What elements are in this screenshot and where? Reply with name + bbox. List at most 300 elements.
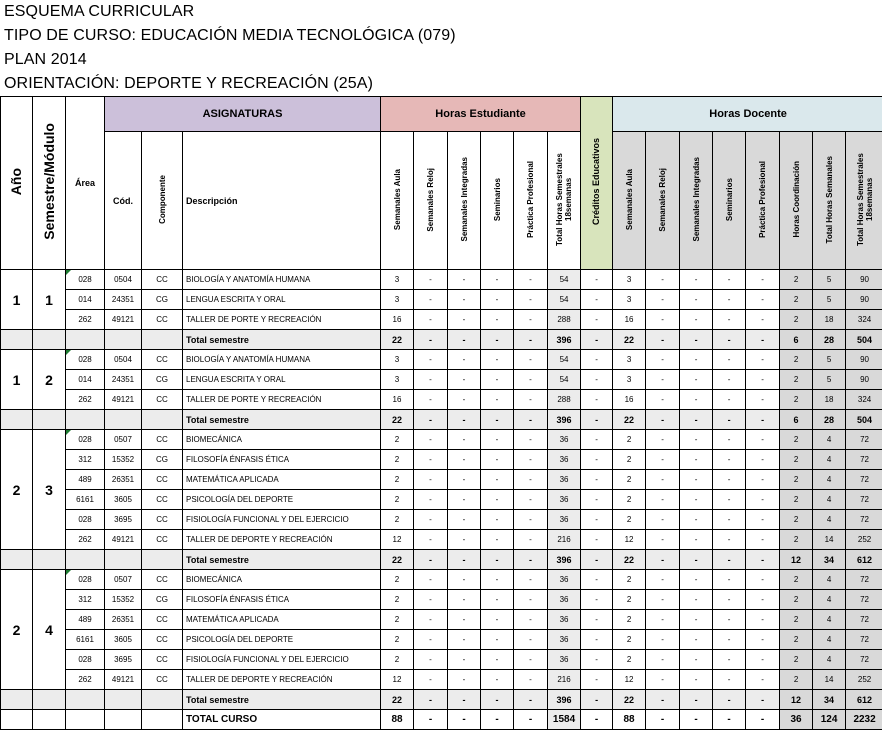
cell-cred: - (581, 310, 613, 330)
cell-integ: - (448, 310, 481, 330)
cell-d-aula: 22 (613, 550, 646, 570)
cell-total: 54 (548, 350, 581, 370)
cell-d-coord: 12 (780, 550, 813, 570)
cell-d-aula: 2 (613, 510, 646, 530)
cell-d-reloj: - (646, 530, 680, 550)
cell-cred: - (581, 630, 613, 650)
cell-componente: CG (142, 590, 183, 610)
cell-d-integ: - (680, 430, 713, 450)
cell-empty (142, 710, 183, 730)
cell-pract: - (514, 370, 548, 390)
cell-d-aula: 2 (613, 630, 646, 650)
cell-total: 288 (548, 310, 581, 330)
cell-d-pract: - (746, 530, 780, 550)
cell-d-coord: 6 (780, 330, 813, 350)
cell-d-tsem: 18 (813, 390, 846, 410)
cell-anio: 1 (1, 270, 33, 330)
cell-semin: - (481, 670, 514, 690)
cell-empty (66, 410, 105, 430)
cell-d-tsem: 5 (813, 290, 846, 310)
cell-reloj: - (414, 430, 448, 450)
cell-d-integ: - (680, 610, 713, 630)
title-plan: PLAN 2014 (4, 51, 87, 68)
col-est-seminarios-header: Seminarios (481, 132, 514, 270)
cell-d-coord: 2 (780, 490, 813, 510)
cell-d-semin: - (713, 710, 746, 730)
cell-d-semin: - (713, 310, 746, 330)
cell-integ: - (448, 470, 481, 490)
cell-aula: 2 (381, 470, 414, 490)
cell-d-tsem: 4 (813, 450, 846, 470)
cell-descripcion: BIOLOGÍA Y ANATOMÍA HUMANA (183, 350, 381, 370)
cell-pract: - (514, 570, 548, 590)
cell-d-total: 72 (846, 450, 882, 470)
cell-total: 396 (548, 550, 581, 570)
cell-d-coord: 12 (780, 690, 813, 710)
cell-anio: 2 (1, 570, 33, 690)
cell-componente: CC (142, 430, 183, 450)
cell-total: 36 (548, 610, 581, 630)
cell-cod: 24351 (105, 370, 142, 390)
cell-cred: - (581, 270, 613, 290)
cell-pract: - (514, 650, 548, 670)
cell-d-semin: - (713, 390, 746, 410)
cell-d-reloj: - (646, 650, 680, 670)
cell-empty (33, 550, 66, 570)
cell-semin: - (481, 450, 514, 470)
cell-d-coord: 2 (780, 470, 813, 490)
cell-reloj: - (414, 570, 448, 590)
cell-total: 216 (548, 530, 581, 550)
cell-cod: 15352 (105, 450, 142, 470)
cell-empty (105, 410, 142, 430)
cell-reloj: - (414, 530, 448, 550)
cell-cod: 3605 (105, 490, 142, 510)
table-row (1, 590, 882, 610)
cell-d-integ: - (680, 270, 713, 290)
cell-d-total: 90 (846, 290, 882, 310)
cell-empty (1, 690, 33, 710)
cell-descripcion: FILOSOFÍA ÉNFASIS ÉTICA (183, 590, 381, 610)
cell-d-integ: - (680, 650, 713, 670)
cell-integ: - (448, 690, 481, 710)
cell-total: 54 (548, 270, 581, 290)
cell-d-integ: - (680, 570, 713, 590)
cell-pract: - (514, 610, 548, 630)
cell-total: 54 (548, 290, 581, 310)
cell-reloj: - (414, 350, 448, 370)
cell-semin: - (481, 410, 514, 430)
cell-total-label: Total semestre (183, 690, 381, 710)
cell-d-aula: 2 (613, 490, 646, 510)
table-row (1, 290, 882, 310)
cell-d-tsem: 5 (813, 370, 846, 390)
cell-aula: 16 (381, 310, 414, 330)
cell-total: 36 (548, 430, 581, 450)
cell-empty (33, 710, 66, 730)
cell-descripcion: FILOSOFÍA ÉNFASIS ÉTICA (183, 450, 381, 470)
cell-total: 216 (548, 670, 581, 690)
cell-d-reloj: - (646, 350, 680, 370)
col-est-integradas-header: Semanales Integradas (448, 132, 481, 270)
cell-d-tsem: 4 (813, 630, 846, 650)
cell-d-pract: - (746, 490, 780, 510)
cell-d-pract: - (746, 430, 780, 450)
cell-descripcion: FISIOLOGÍA FUNCIONAL Y DEL EJERCICIO (183, 510, 381, 530)
cell-d-pract: - (746, 450, 780, 470)
table-row (1, 470, 882, 490)
cell-cred: - (581, 410, 613, 430)
cell-d-reloj: - (646, 590, 680, 610)
cell-d-total: 2232 (846, 710, 882, 730)
cell-d-integ: - (680, 590, 713, 610)
table-row (1, 670, 882, 690)
cell-d-tsem: 4 (813, 430, 846, 450)
cell-d-tsem: 34 (813, 690, 846, 710)
table-row (1, 650, 882, 670)
cell-componente: CG (142, 450, 183, 470)
cell-d-integ: - (680, 510, 713, 530)
cell-d-aula: 16 (613, 390, 646, 410)
cell-descripcion: TALLER DE DEPORTE Y RECREACIÓN (183, 530, 381, 550)
cell-d-pract: - (746, 610, 780, 630)
cell-d-total: 72 (846, 630, 882, 650)
cell-integ: - (448, 350, 481, 370)
cell-area: 312 (66, 450, 105, 470)
cell-componente: CG (142, 370, 183, 390)
cell-total: 36 (548, 470, 581, 490)
cell-cred: - (581, 450, 613, 470)
cell-cod: 49121 (105, 310, 142, 330)
cell-aula: 3 (381, 270, 414, 290)
cell-d-tsem: 4 (813, 570, 846, 590)
cell-cred: - (581, 290, 613, 310)
cell-total: 36 (548, 490, 581, 510)
cell-semestre: 3 (33, 430, 66, 550)
cell-cred: - (581, 670, 613, 690)
cell-semin: - (481, 650, 514, 670)
cell-d-reloj: - (646, 290, 680, 310)
cell-pract: - (514, 310, 548, 330)
cell-d-aula: 16 (613, 310, 646, 330)
cell-semin: - (481, 490, 514, 510)
cell-pract: - (514, 690, 548, 710)
cell-descripcion: TALLER DE PORTE Y RECREACIÓN (183, 310, 381, 330)
cell-total: 36 (548, 630, 581, 650)
total-semestre-row (1, 690, 882, 710)
cell-cod: 26351 (105, 610, 142, 630)
cell-d-semin: - (713, 550, 746, 570)
cell-d-integ: - (680, 710, 713, 730)
cell-d-tsem: 4 (813, 470, 846, 490)
cell-area: 014 (66, 370, 105, 390)
cell-semestre: 1 (33, 270, 66, 330)
cell-integ: - (448, 410, 481, 430)
cell-d-semin: - (713, 610, 746, 630)
cell-d-coord: 2 (780, 430, 813, 450)
cell-area: 6161 (66, 630, 105, 650)
table-row (1, 610, 882, 630)
cell-d-reloj: - (646, 390, 680, 410)
cell-area: 014 (66, 290, 105, 310)
cell-d-total: 72 (846, 490, 882, 510)
cell-cred: - (581, 370, 613, 390)
group-horas-estudiante: Horas Estudiante (381, 97, 581, 132)
cell-integ: - (448, 430, 481, 450)
cell-pract: - (514, 350, 548, 370)
cell-cod: 0504 (105, 270, 142, 290)
cell-pract: - (514, 590, 548, 610)
cell-empty (105, 690, 142, 710)
cell-reloj: - (414, 510, 448, 530)
cell-d-total: 72 (846, 610, 882, 630)
cell-d-pract: - (746, 470, 780, 490)
cell-d-semin: - (713, 590, 746, 610)
cell-componente: CC (142, 510, 183, 530)
cell-integ: - (448, 290, 481, 310)
col-componente-header: Componente (142, 132, 183, 270)
cell-descripcion: MATEMÁTICA APLICADA (183, 610, 381, 630)
cell-aula: 3 (381, 290, 414, 310)
cell-d-tsem: 34 (813, 550, 846, 570)
cell-aula: 2 (381, 570, 414, 590)
cell-semin: - (481, 270, 514, 290)
table-row (1, 510, 882, 530)
col-est-aula-header: Semanales Aula (381, 132, 414, 270)
cell-d-tsem: 4 (813, 610, 846, 630)
table-row (1, 430, 882, 450)
cell-empty (1, 710, 33, 730)
table-row (1, 270, 882, 290)
cell-aula: 12 (381, 530, 414, 550)
cell-d-integ: - (680, 390, 713, 410)
cell-empty (105, 330, 142, 350)
cell-pract: - (514, 670, 548, 690)
cell-d-semin: - (713, 290, 746, 310)
cell-d-reloj: - (646, 510, 680, 530)
cell-cod: 3605 (105, 630, 142, 650)
cell-d-pract: - (746, 390, 780, 410)
table-row (1, 310, 882, 330)
cell-componente: CC (142, 630, 183, 650)
cell-d-integ: - (680, 690, 713, 710)
cell-semin: - (481, 350, 514, 370)
cell-d-semin: - (713, 650, 746, 670)
cell-d-coord: 6 (780, 410, 813, 430)
cell-d-aula: 88 (613, 710, 646, 730)
cell-d-integ: - (680, 450, 713, 470)
table-row (1, 490, 882, 510)
cell-cred: - (581, 390, 613, 410)
cell-reloj: - (414, 310, 448, 330)
cell-pract: - (514, 410, 548, 430)
cell-componente: CC (142, 490, 183, 510)
cell-empty (66, 710, 105, 730)
cell-empty (142, 330, 183, 350)
cell-d-total: 252 (846, 670, 882, 690)
cell-semin: - (481, 470, 514, 490)
cell-cod: 0507 (105, 570, 142, 590)
cell-d-pract: - (746, 270, 780, 290)
cell-d-reloj: - (646, 450, 680, 470)
title-esquema: ESQUEMA CURRICULAR (4, 3, 195, 20)
cell-d-total: 324 (846, 310, 882, 330)
table-row (1, 570, 882, 590)
cell-total: 36 (548, 650, 581, 670)
cell-d-tsem: 14 (813, 530, 846, 550)
cell-d-pract: - (746, 650, 780, 670)
cell-pract: - (514, 390, 548, 410)
cell-integ: - (448, 590, 481, 610)
cell-d-aula: 2 (613, 610, 646, 630)
cell-reloj: - (414, 470, 448, 490)
cell-semin: - (481, 690, 514, 710)
cell-d-coord: 2 (780, 510, 813, 530)
cell-d-semin: - (713, 410, 746, 430)
cell-d-reloj: - (646, 310, 680, 330)
cell-d-pract: - (746, 370, 780, 390)
cell-aula: 2 (381, 510, 414, 530)
cell-d-total: 90 (846, 350, 882, 370)
cell-d-total: 504 (846, 330, 882, 350)
cell-pract: - (514, 530, 548, 550)
cell-d-reloj: - (646, 670, 680, 690)
cell-d-semin: - (713, 630, 746, 650)
col-creditos-header: Créditos Educativos (581, 97, 613, 270)
cell-aula: 2 (381, 430, 414, 450)
cell-descripcion: PSICOLOGÍA DEL DEPORTE (183, 630, 381, 650)
cell-d-total: 72 (846, 430, 882, 450)
cell-cod: 3695 (105, 510, 142, 530)
cell-cod: 49121 (105, 390, 142, 410)
cell-reloj: - (414, 330, 448, 350)
cell-semin: - (481, 330, 514, 350)
cell-integ: - (448, 530, 481, 550)
cell-d-pract: - (746, 570, 780, 590)
cell-aula: 2 (381, 490, 414, 510)
cell-reloj: - (414, 610, 448, 630)
col-doc-total-semanales-header: Total Horas Semanales (813, 132, 846, 270)
cell-d-reloj: - (646, 270, 680, 290)
cell-area: 028 (66, 350, 105, 370)
cell-area: 312 (66, 590, 105, 610)
cell-d-coord: 2 (780, 450, 813, 470)
cell-area: 028 (66, 570, 105, 590)
cell-semin: - (481, 430, 514, 450)
cell-empty (142, 410, 183, 430)
cell-aula: 22 (381, 690, 414, 710)
cell-d-aula: 3 (613, 370, 646, 390)
cell-cred: - (581, 610, 613, 630)
col-est-practica-header: Práctica Profesional (514, 132, 548, 270)
cell-semin: - (481, 510, 514, 530)
cell-cred: - (581, 510, 613, 530)
cell-semin: - (481, 610, 514, 630)
cell-d-semin: - (713, 270, 746, 290)
cell-descripcion: BIOLOGÍA Y ANATOMÍA HUMANA (183, 270, 381, 290)
cell-cred: - (581, 650, 613, 670)
cell-d-tsem: 4 (813, 650, 846, 670)
cell-reloj: - (414, 270, 448, 290)
cell-empty (142, 690, 183, 710)
cell-d-semin: - (713, 470, 746, 490)
cell-reloj: - (414, 710, 448, 730)
cell-total: 396 (548, 330, 581, 350)
cell-d-aula: 12 (613, 670, 646, 690)
cell-d-semin: - (713, 530, 746, 550)
cell-aula: 16 (381, 390, 414, 410)
cell-d-tsem: 28 (813, 330, 846, 350)
cell-d-total: 90 (846, 370, 882, 390)
cell-semin: - (481, 290, 514, 310)
col-doc-aula-header: Semanales Aula (613, 132, 646, 270)
cell-d-semin: - (713, 510, 746, 530)
cell-d-integ: - (680, 530, 713, 550)
cell-d-semin: - (713, 670, 746, 690)
cell-d-tsem: 14 (813, 670, 846, 690)
cell-d-total: 72 (846, 590, 882, 610)
cell-d-aula: 22 (613, 330, 646, 350)
cell-d-total: 504 (846, 410, 882, 430)
cell-d-pract: - (746, 330, 780, 350)
cell-d-coord: 36 (780, 710, 813, 730)
total-semestre-row (1, 410, 882, 430)
cell-d-reloj: - (646, 570, 680, 590)
cell-d-aula: 2 (613, 450, 646, 470)
cell-integ: - (448, 610, 481, 630)
cell-d-reloj: - (646, 330, 680, 350)
cell-semin: - (481, 710, 514, 730)
cell-semin: - (481, 530, 514, 550)
cell-componente: CC (142, 650, 183, 670)
cell-componente: CC (142, 390, 183, 410)
cell-d-reloj: - (646, 630, 680, 650)
cell-d-tsem: 5 (813, 270, 846, 290)
cell-empty (33, 330, 66, 350)
cell-aula: 2 (381, 590, 414, 610)
cell-d-integ: - (680, 490, 713, 510)
cell-empty (1, 330, 33, 350)
cell-d-semin: - (713, 370, 746, 390)
cell-pract: - (514, 270, 548, 290)
cell-d-total: 612 (846, 690, 882, 710)
cell-total: 36 (548, 450, 581, 470)
cell-d-reloj: - (646, 610, 680, 630)
cell-empty (33, 410, 66, 430)
total-semestre-row (1, 330, 882, 350)
cell-d-integ: - (680, 350, 713, 370)
cell-area: 028 (66, 510, 105, 530)
col-est-reloj-header: Semanales Reloj (414, 132, 448, 270)
cell-d-pract: - (746, 550, 780, 570)
cell-descripcion: FISIOLOGÍA FUNCIONAL Y DEL EJERCICIO (183, 650, 381, 670)
cell-cred: - (581, 590, 613, 610)
cell-d-reloj: - (646, 410, 680, 430)
cell-d-semin: - (713, 330, 746, 350)
cell-d-pract: - (746, 510, 780, 530)
cell-cred: - (581, 710, 613, 730)
cell-cred: - (581, 570, 613, 590)
cell-cred: - (581, 350, 613, 370)
cell-area: 028 (66, 430, 105, 450)
cell-integ: - (448, 330, 481, 350)
cell-cod: 3695 (105, 650, 142, 670)
cell-cod: 26351 (105, 470, 142, 490)
cell-area: 262 (66, 390, 105, 410)
cell-d-integ: - (680, 630, 713, 650)
cell-d-pract: - (746, 350, 780, 370)
cell-integ: - (448, 710, 481, 730)
